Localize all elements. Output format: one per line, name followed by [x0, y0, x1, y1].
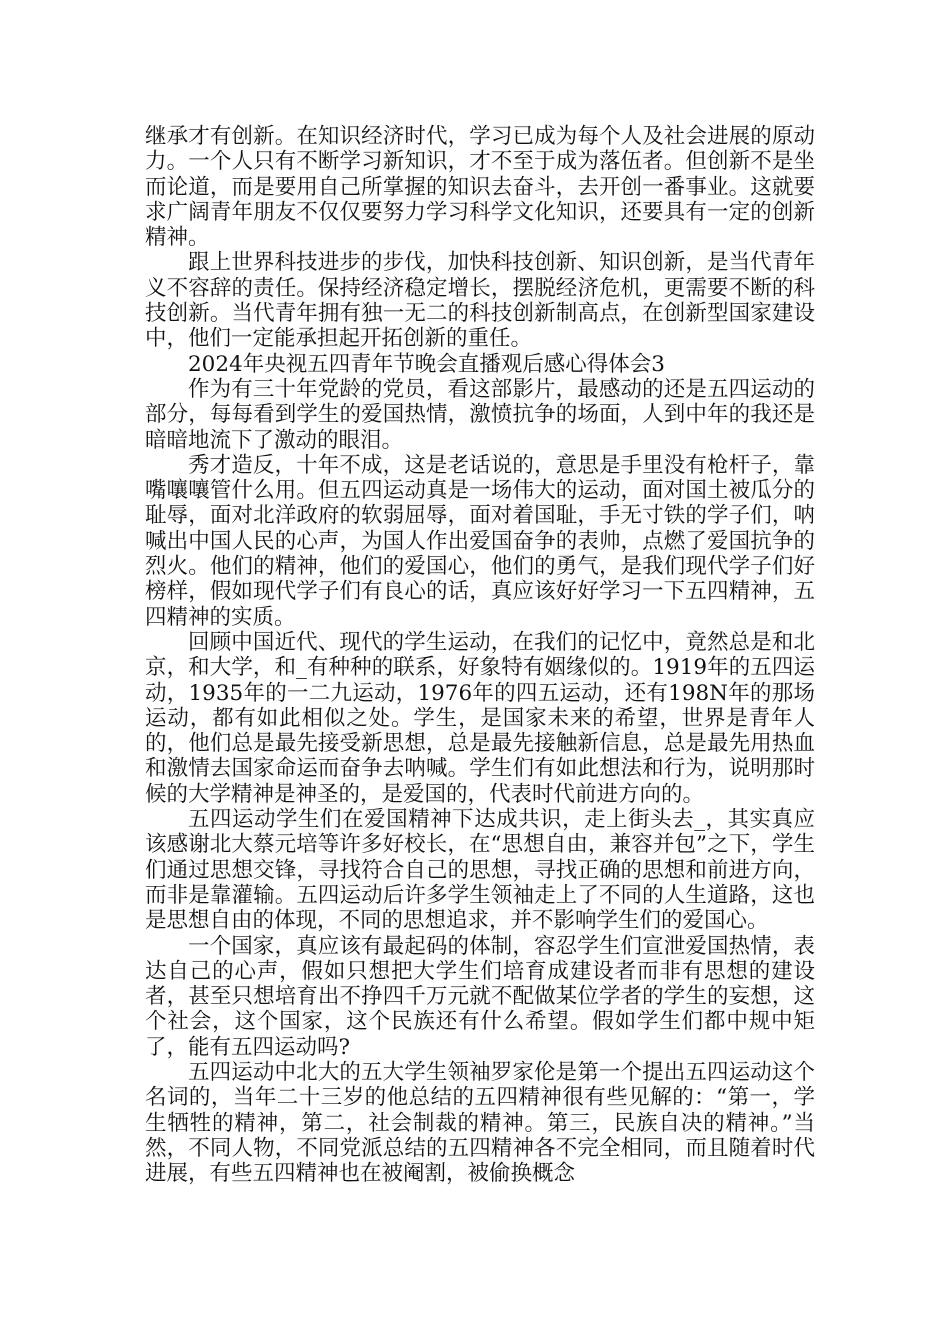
document-page	[145, 124, 815, 1186]
paragraph-6: 五四运动学生们在爱国精神下达成共识，走上街头去_，其实真应该感谢北大蔡元培等许多好校长，在“思想自由，兼容并包”之下，学生们通过思想交锋，寻找符合自己的思想，寻找正确的思想和前进方向，而非是靠灌输。五四运动后许多学生领袖走上了不同的人生道路，这也是思想自由的体现，不同的思想追求，并不影响学生们的爱国心。	[145, 807, 815, 934]
paragraph-7: 一个国家，真应该有最起码的体制，容忍学生们宣泄爱国热情，表达自己的心声，假如只想把大学生们培育成建设者而非有思想的建设者，甚至只想培育出不挣四千万元就不配做某位学者的学生的妄想，这个社会，这个国家，这个民族还有什么希望。假如学生们都中规中矩了，能有五四运动吗?	[145, 933, 815, 1060]
paragraph-4: 秀才造反，十年不成，这是老话说的，意思是手里没有枪杆子，靠嘴嚷嚷管什么用。但五四运动真是一场伟大的运动，面对国土被瓜分的耻辱，面对北洋政府的软弱屈辱，面对着国耻，手无寸铁的学子们，呐喊出中国人民的心声，为国人作出爱国奋争的表帅，点燃了爱国抗争的烈火。他们的精神，他们的爱国心，他们的勇气，是我们现代学子们好榜样，假如现代学子们有良心的话，真应该好好学习一下五四精神，五四精神的实质。	[145, 452, 815, 630]
paragraph-5: 回顾中国近代、现代的学生运动，在我们的记忆中，竟然总是和北京，和大学，和_有种种的联系，好象特有姻缘似的。1919年的五四运动，1935年的一二九运动，1976年的四五运动，还有198N年的那场运动，都有如此相似之处。学生，是国家未来的希望，世界是青年人的，他们总是最先接受新思想，总是最先接触新信息，总是最先用热血和激情去国家命运而奋争去呐喊。学生们有如此想法和行为，说明那时候的大学精神是神圣的，是爱国的，代表时代前进方向的。	[145, 629, 815, 807]
section-heading: 2024年央视五四青年节晚会直播观后感心得体会3	[188, 351, 665, 377]
paragraph-3: 作为有三十年党龄的党员，看这部影片，最感动的还是五四运动的部分，每每看到学生的爱国热情，激愤抗争的场面，人到中年的我还是暗暗地流下了激动的眼泪。	[145, 376, 815, 453]
paragraph-1: 继承才有创新。在知识经济时代，学习已成为每个人及社会进展的原动力。一个人只有不断学习新知识，才不至于成为落伍者。但创新不是坐而论道，而是要用自己所掌握的知识去奋斗，去开创一番事业。这就要求广阔青年朋友不仅仅要努力学习科学文化知识，还要具有一定的创新精神。	[145, 124, 815, 251]
paragraph-8: 五四运动中北大的五大学生领袖罗家伦是第一个提出五四运动这个名词的，当年二十三岁的他总结的五四精神很有些见解的：“第一，学生牺牲的精神，第二，社会制裁的精神。第三，民族自决的精神。”当然，不同人物，不同党派总结的五四精神各不完全相同，而且随着时代进展，有些五四精神也在被阉割，被偷换概念	[145, 1059, 815, 1187]
paragraph-2: 跟上世界科技进步的步伐，加快科技创新、知识创新，是当代青年义不容辞的责任。保持经济稳定增长，摆脱经济危机，更需要不断的科技创新。当代青年拥有独一无二的科技创新制高点，在创新型国家建设中，他们一定能承担起开拓创新的重任。	[145, 250, 815, 352]
